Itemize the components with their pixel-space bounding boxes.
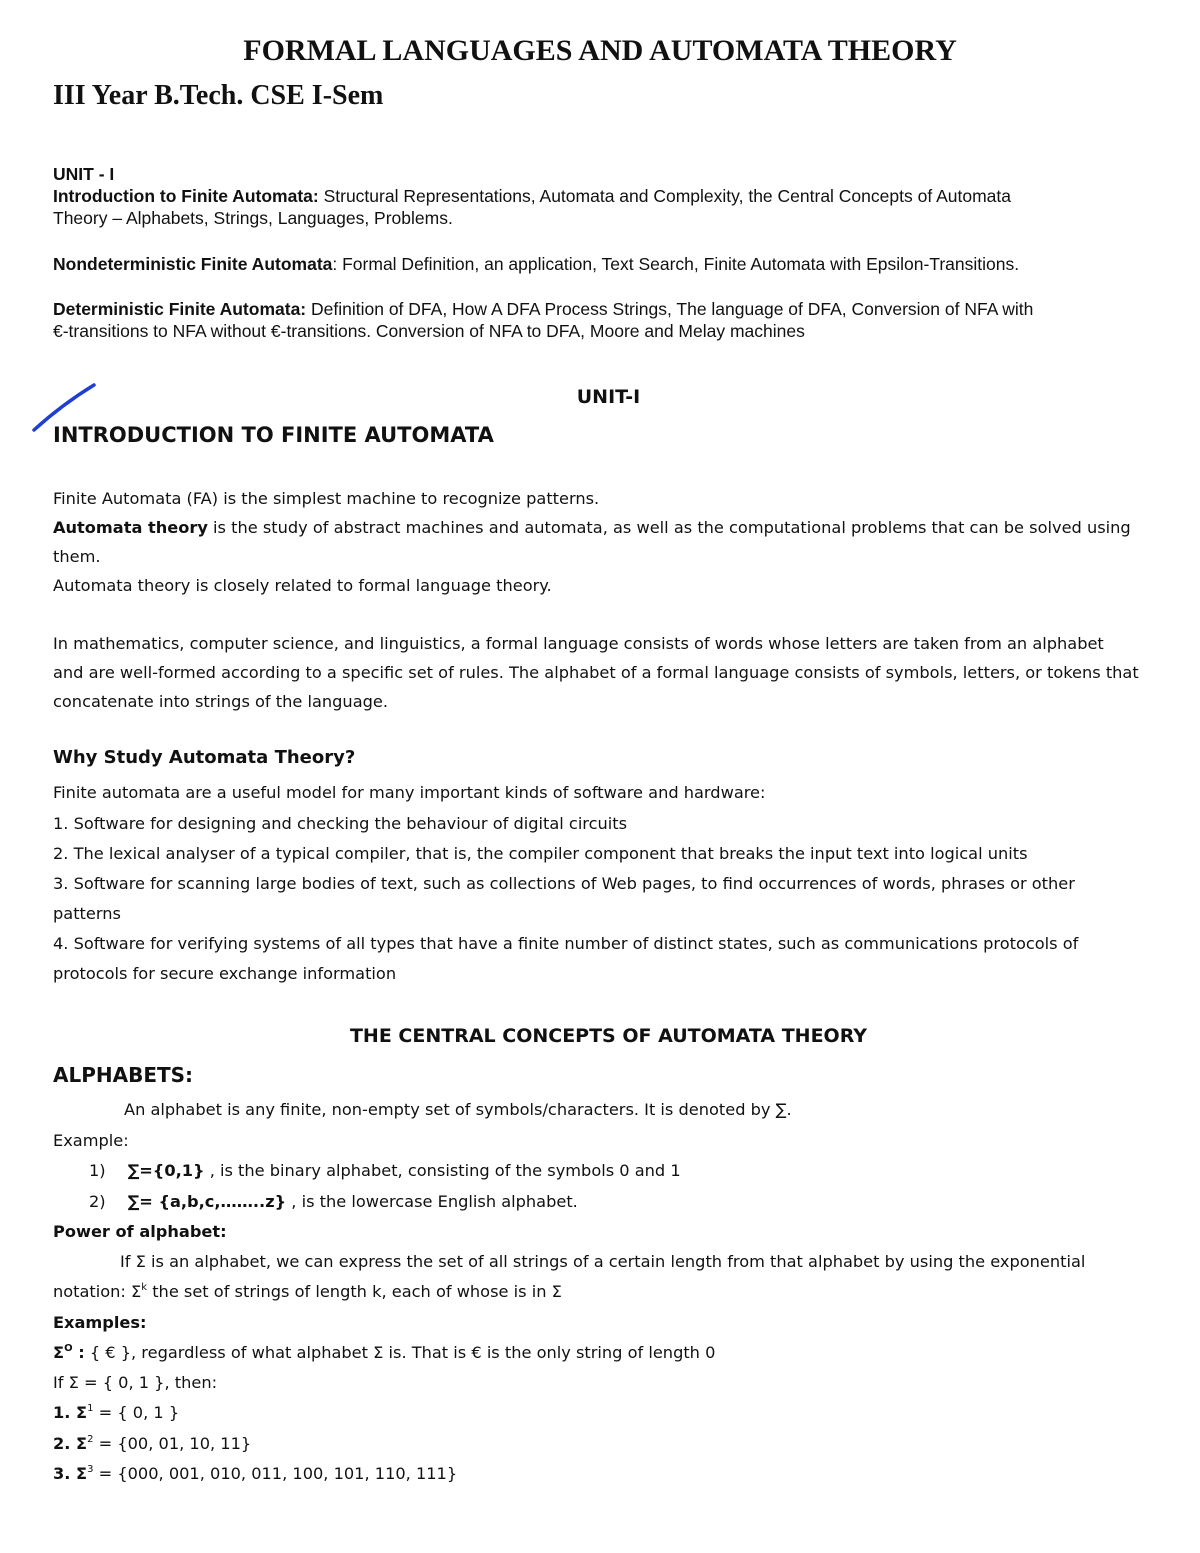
intro-line-3: them. (53, 547, 101, 566)
example-2: 2) ∑= {a,b,c,……..z} , is the lowercase English alphabet. (89, 1192, 578, 1211)
why-item-4-cont: protocols for secure exchange information (53, 964, 397, 983)
examples-heading: Examples: (53, 1313, 147, 1332)
intro-line-1: Finite Automata (FA) is the simplest machine to recognize patterns. (53, 489, 600, 508)
sigma-power-1: 1. $\Sigma^1$ = { 0, 1 } (53, 1403, 180, 1422)
syllabus-unit-label: UNIT - I (53, 164, 115, 184)
why-item-3: 3. Software for scanning large bodies of text, such as collections of Web pages, to find occurrences of words, phrases or other (53, 874, 1075, 893)
alphabets-heading: ALPHABETS: (53, 1063, 194, 1087)
syllabus-intro-line1: Introduction to Finite Automata: Structural Representations, Automata and Complexity, the Central Concepts of Automata (53, 186, 1011, 206)
power-heading: Power of alphabet: (53, 1222, 227, 1241)
sigma-power-3: 3. $\Sigma^3 = \{000$, 001, 010, 011, 100, 101, 110, 111} (53, 1464, 458, 1483)
syllabus-dfa-line1: Deterministic Finite Automata: Definition of DFA, How A DFA Process Strings, The language of DFA, Conversion of NFA with (53, 299, 1034, 319)
document-title: FORMAL LANGUAGES AND AUTOMATA THEORY (243, 34, 957, 67)
unit-heading: UNIT-I (576, 386, 641, 408)
syllabus-intro-line2: Theory – Alphabets, Strings, Languages, Problems. (53, 208, 453, 228)
alphabet-definition: An alphabet is any finite, non-empty set of symbols/characters. It is denoted by ∑. (124, 1100, 792, 1119)
example-1: 1) ∑={0,1} , is the binary alphabet, consisting of the symbols 0 and 1 (89, 1161, 681, 1180)
if-sigma-line: If Σ = { 0, 1 }, then: (53, 1373, 218, 1392)
sigma-power-2: 2. $\Sigma^2 = \{00$, 01, 10, 11} (53, 1434, 252, 1453)
sigma-zero-line: $\Sigma^O$ : { € }, regardless of what alphabet Σ is. That is € is the only string of length 0 (53, 1343, 716, 1362)
why-item-2: 2. The lexical analyser of a typical compiler, that is, the compiler component that breaks the input text into logical units (53, 844, 1028, 863)
why-item-3-cont: patterns (53, 904, 121, 923)
document-subtitle: III Year B.Tech. CSE I-Sem (53, 80, 384, 111)
central-concepts-heading: THE CENTRAL CONCEPTS OF AUTOMATA THEORY (349, 1025, 868, 1047)
why-study-heading: Why Study Automata Theory? (53, 747, 356, 768)
formal-language-line-3: concatenate into strings of the language. (53, 692, 388, 711)
power-text-line-2: notation: $\Sigma^k$ the set of strings of length k, each of whose is in Σ (53, 1282, 562, 1301)
section-title-intro: INTRODUCTION TO FINITE AUTOMATA (53, 423, 494, 447)
example-label: Example: (53, 1131, 129, 1150)
why-item-4: 4. Software for verifying systems of all types that have a finite number of distinct states, such as communications protocols of (53, 934, 1079, 953)
formal-language-line-1: In mathematics, computer science, and linguistics, a formal language consists of words whose letters are taken from an alphabet (53, 634, 1104, 653)
formal-language-line-2: and are well-formed according to a specific set of rules. The alphabet of a formal language consists of symbols, letters, or tokens that (53, 663, 1139, 682)
intro-line-2: Automata theory is the study of abstract machines and automata, as well as the computational problems that can be solved using (53, 518, 1131, 537)
power-text-line-1: If Σ is an alphabet, we can express the set of all strings of a certain length from that alphabet by using the exponential (120, 1252, 1086, 1271)
intro-line-4: Automata theory is closely related to formal language theory. (53, 576, 552, 595)
syllabus-dfa-line2: €-transitions to NFA without €-transitions. Conversion of NFA to DFA, Moore and Melay machines (53, 321, 805, 341)
syllabus-nfa-line: Nondeterministic Finite Automata: Formal Definition, an application, Text Search, Finite Automata with Epsilon-Transitions. (53, 254, 1020, 274)
why-lead: Finite automata are a useful model for many important kinds of software and hardware: (53, 783, 766, 802)
why-item-1: 1. Software for designing and checking the behaviour of digital circuits (53, 814, 628, 833)
